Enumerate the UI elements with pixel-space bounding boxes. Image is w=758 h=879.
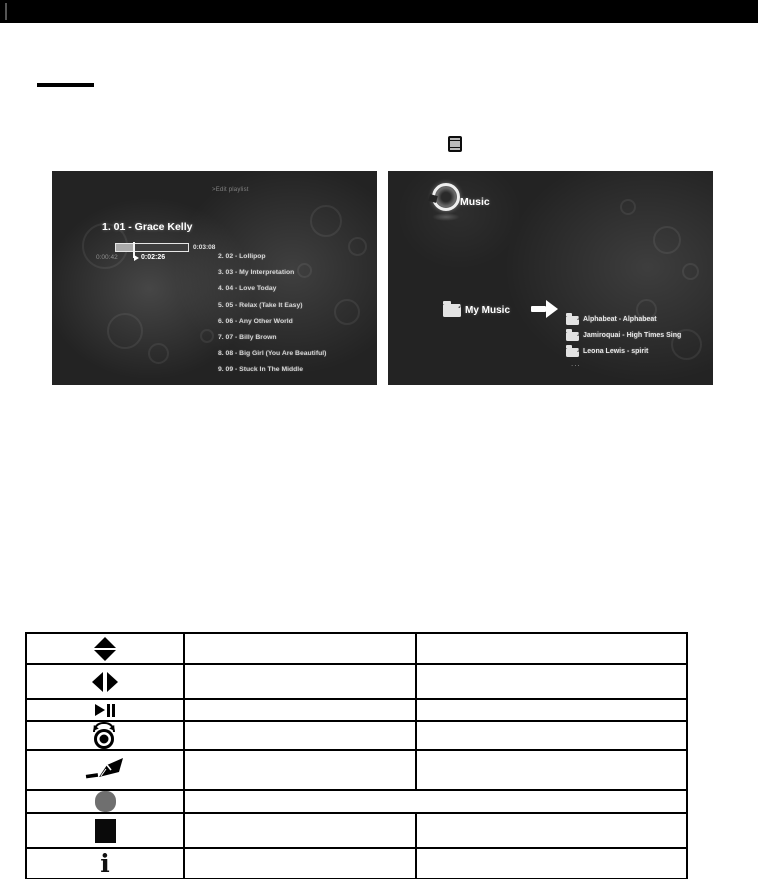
- table-cell: [416, 721, 687, 750]
- playlist-item: 2. 02 - Lollipop: [218, 253, 266, 260]
- left-right-arrows-icon: [27, 672, 183, 692]
- progress-bar: [115, 243, 189, 252]
- play-position-icon: [134, 255, 139, 261]
- table-cell: [184, 699, 416, 721]
- table-cell-merged: [184, 790, 687, 813]
- button-icon-cell: [26, 750, 184, 790]
- arrow-right-icon: [531, 300, 558, 318]
- table-cell: [184, 750, 416, 790]
- album-folder-icon: [566, 312, 581, 325]
- gray-dot-icon: [95, 791, 116, 812]
- my-music-folder-icon: [443, 299, 463, 317]
- button-icon-cell: [26, 633, 184, 664]
- playlist-button-icon: [448, 136, 462, 152]
- table-cell: [416, 664, 687, 699]
- table-row: [26, 664, 687, 699]
- decor-ring: [310, 205, 342, 237]
- playlist: [218, 249, 326, 379]
- playlist-item: 6. 06 - Any Other World: [218, 317, 293, 325]
- music-note-icon: ♪: [457, 299, 463, 311]
- album-folder-icon: [566, 328, 581, 341]
- table-cell: [184, 848, 416, 879]
- remaining-time: 0:02:26: [141, 254, 166, 261]
- button-icon-cell: [26, 699, 184, 721]
- music-note-icon: ♪: [576, 312, 581, 322]
- my-music-label: My Music: [465, 305, 511, 316]
- playlist-item: 4. 04 - Love Today: [218, 285, 277, 293]
- edit-playlist-label: >Edit playlist: [212, 187, 249, 193]
- screenshot-music-browser: [388, 171, 713, 385]
- table-cell: [416, 750, 687, 790]
- section-heading-rule: [37, 83, 94, 87]
- disc-reflection: [432, 213, 460, 221]
- table-cell: [416, 699, 687, 721]
- decor-ring: [653, 226, 681, 254]
- album-label: Jamiroquai - High Times Sing: [583, 332, 682, 339]
- button-icon-cell: [26, 721, 184, 750]
- progress-bar-fill: [116, 244, 133, 251]
- album-label: Alphabeat - Alphabeat: [583, 316, 657, 323]
- table-cell: [416, 813, 687, 848]
- table-cell: [416, 848, 687, 879]
- play-pause-icon: [27, 704, 183, 717]
- marker-pen-icon: [85, 755, 125, 781]
- rotate-knob-icon: [91, 722, 119, 749]
- button-icon-cell: [26, 848, 184, 879]
- disc-gap: [428, 194, 438, 203]
- playlist-item: 8. 08 - Big Girl (You Are Beautiful): [218, 350, 327, 358]
- playlist-item: 5. 05 - Relax (Take It Easy): [218, 301, 303, 309]
- screenshot-now-playing: [52, 171, 377, 385]
- table-row: [26, 699, 687, 721]
- music-note-icon: ♪: [576, 344, 581, 354]
- decor-ring: [348, 237, 367, 256]
- elapsed-time: 0:00:42: [96, 254, 118, 261]
- page-header-bar: [0, 0, 758, 23]
- button-icon-cell: [26, 664, 184, 699]
- playlist-item: 7. 07 - Billy Brown: [218, 333, 277, 341]
- total-time: 0:03:08: [193, 244, 216, 251]
- decor-ring: [200, 329, 214, 343]
- decor-ring: [107, 313, 143, 349]
- decor-ring: [682, 263, 699, 280]
- playlist-item: 3. 03 - My Interpretation: [218, 269, 295, 277]
- table-cell: [184, 721, 416, 750]
- table-cell: [184, 633, 416, 664]
- stop-square-icon: [95, 819, 116, 843]
- now-playing-title: 1. 01 - Grace Kelly: [102, 221, 193, 233]
- table-cell: [184, 664, 416, 699]
- header-bar-notch: [5, 3, 7, 20]
- table-cell: [184, 813, 416, 848]
- decor-ring: [620, 199, 636, 215]
- album-label: Leona Lewis - spirit: [583, 348, 649, 355]
- decor-ring: [148, 343, 169, 364]
- album-folder-icon: [566, 344, 581, 357]
- button-icon-cell: [26, 790, 184, 813]
- more-items-indicator: ...: [571, 359, 581, 368]
- table-row: [26, 721, 687, 750]
- table-row: [26, 848, 687, 879]
- playlist-item: 9. 09 - Stuck In The Middle: [218, 366, 303, 374]
- music-section-title: Music: [460, 196, 490, 208]
- decor-ring: [334, 299, 360, 325]
- table-row: [26, 750, 687, 790]
- button-icon-cell: [26, 813, 184, 848]
- controls-table: [25, 632, 688, 879]
- music-note-icon: ♪: [576, 328, 581, 338]
- music-disc-icon: [432, 183, 460, 211]
- table-row: [26, 790, 687, 813]
- info-icon: i: [100, 848, 110, 878]
- up-down-arrows-icon: [94, 637, 116, 661]
- table-row: [26, 633, 687, 664]
- table-row: [26, 813, 687, 848]
- table-cell: [416, 633, 687, 664]
